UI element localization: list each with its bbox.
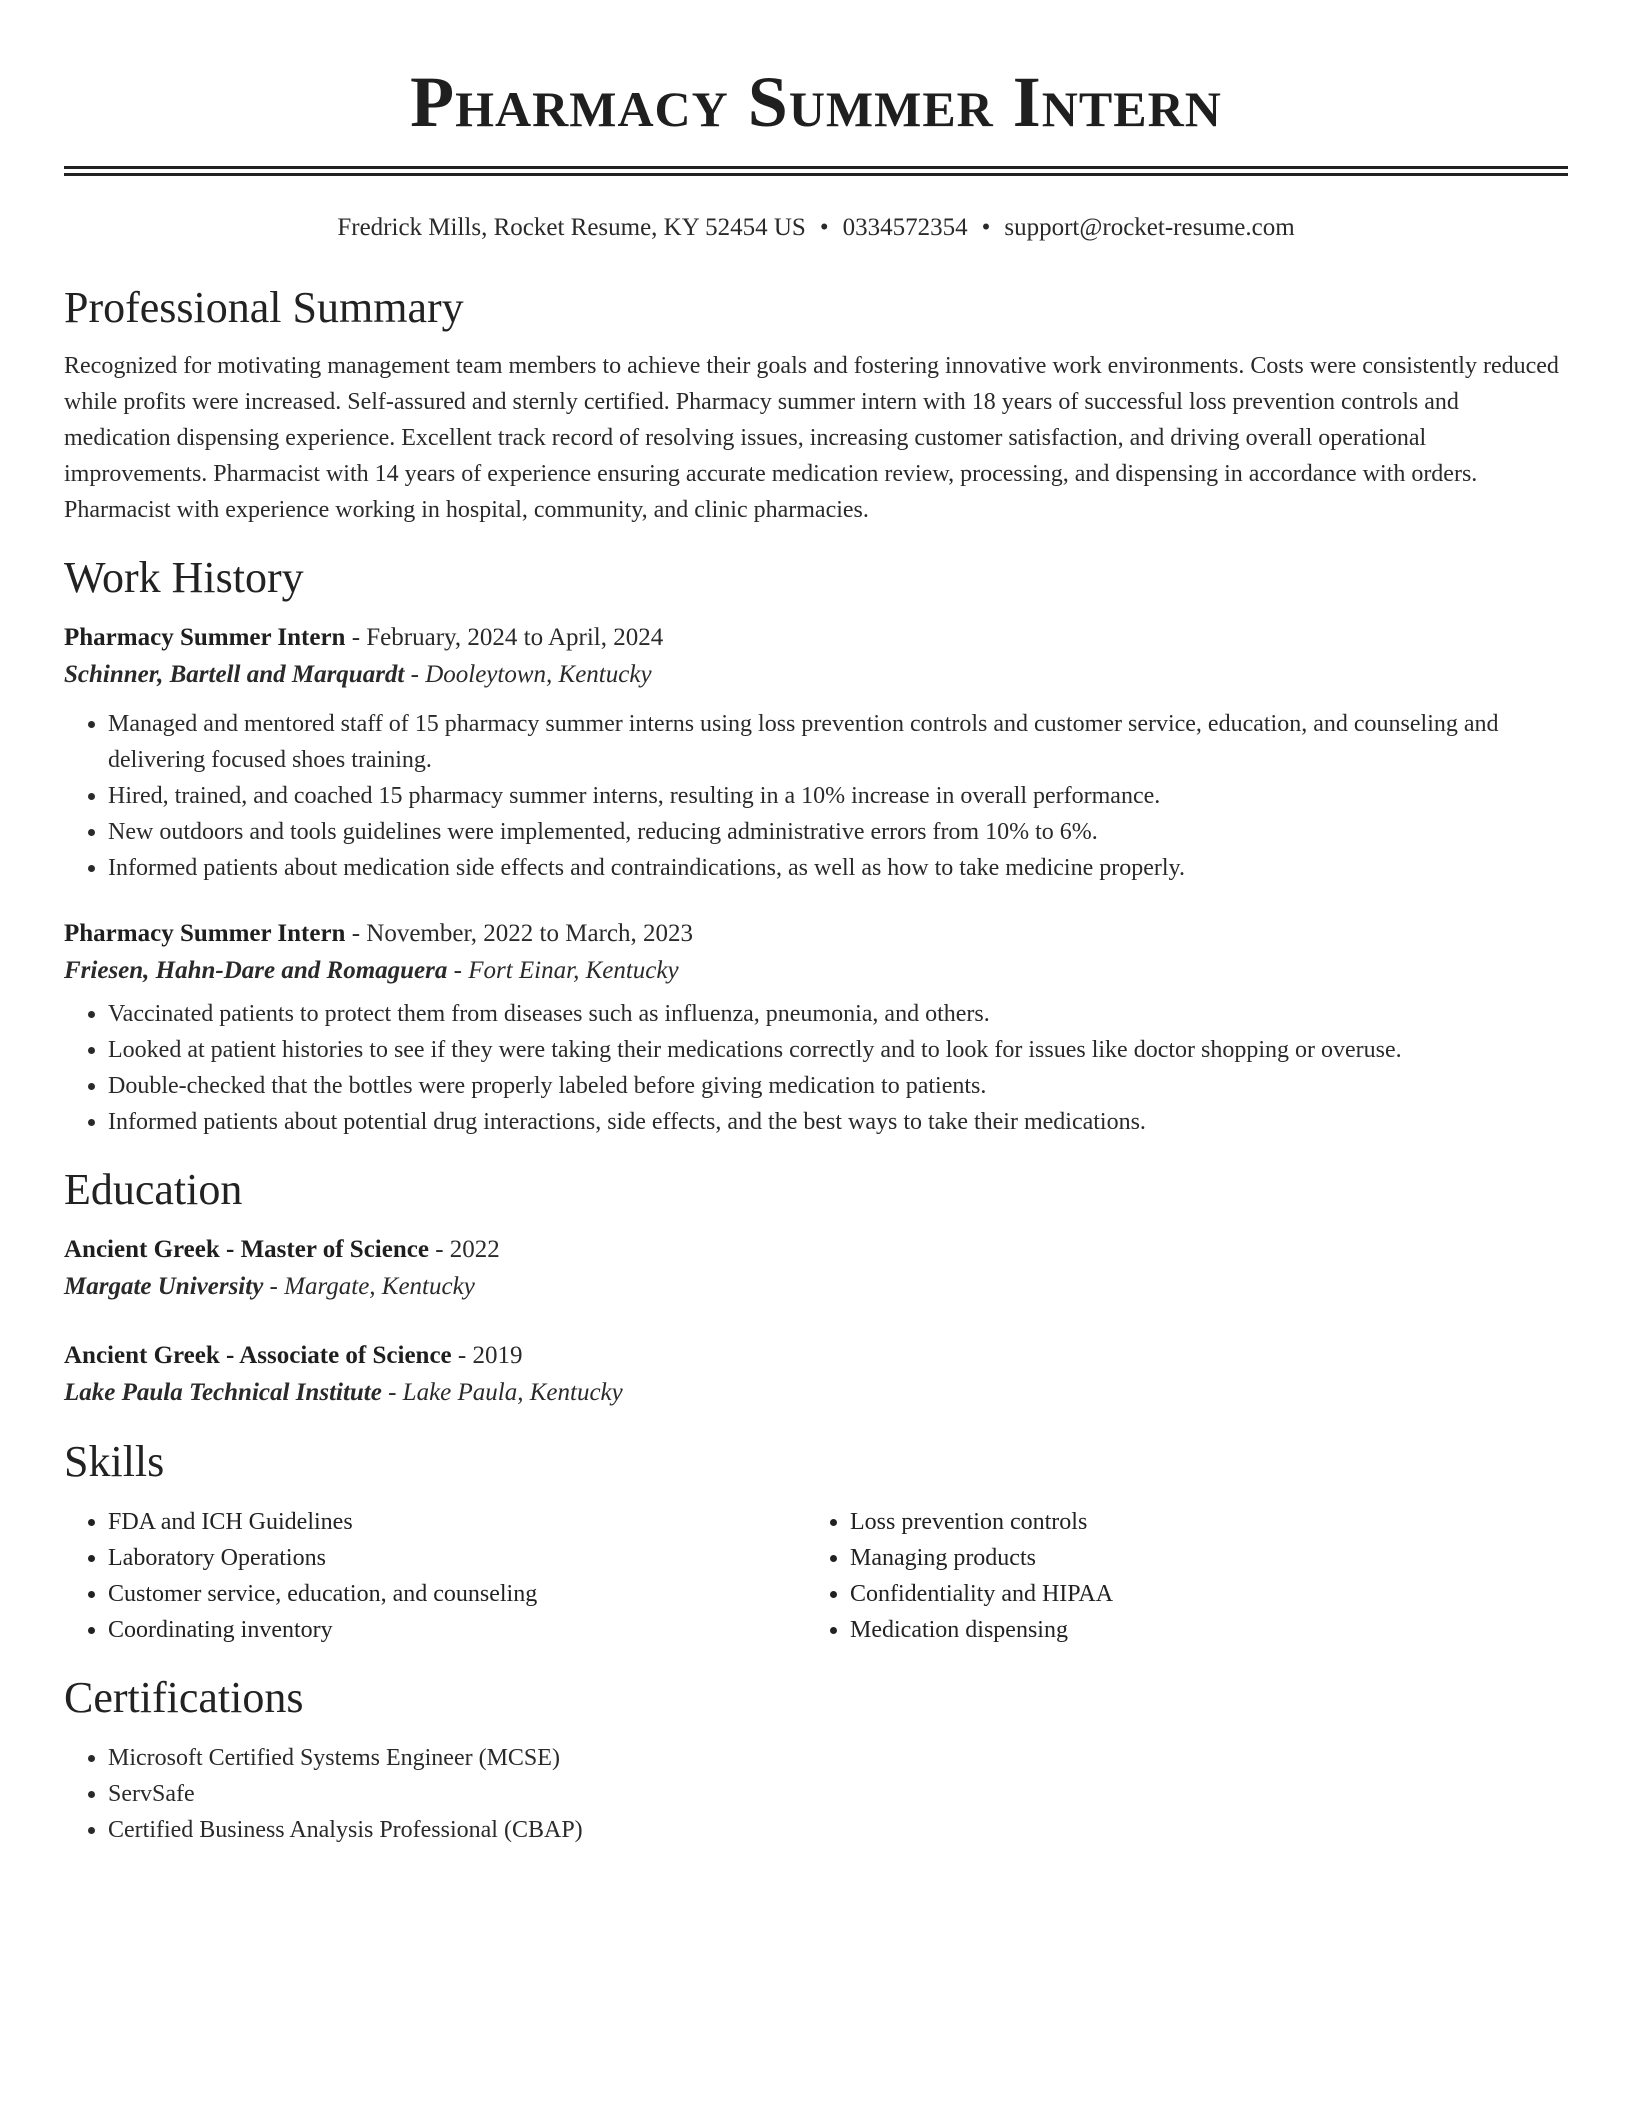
school-name: Lake Paula Technical Institute	[64, 1379, 382, 1406]
degree-name: Ancient Greek - Master of Science	[64, 1236, 429, 1263]
list-item: • Informed patients about potential drug interactions, side effects, and the best ways to take their medications.	[108, 1104, 1568, 1140]
job-duties-list	[64, 706, 1568, 886]
list-item: • Looked at patient histories to see if they were taking their medications correctly and to look for issues like doctor shopping or overuse.	[108, 1032, 1568, 1068]
education-heading: Education	[64, 1165, 243, 1214]
school-line	[64, 1268, 1568, 1306]
certifications-heading: Certifications	[64, 1673, 304, 1722]
certifications-list	[64, 1740, 1568, 1848]
list-item: • Coordinating inventory	[108, 1612, 806, 1648]
list-item: • Certified Business Analysis Professional (CBAP)	[108, 1812, 1568, 1848]
degree-name: Ancient Greek - Associate of Science	[64, 1342, 452, 1369]
degree-year: - 2019	[457, 1342, 523, 1369]
school-location: - Lake Paula, Kentucky	[388, 1379, 623, 1406]
list-item: • FDA and ICH Guidelines	[108, 1504, 806, 1540]
job-duties-list	[64, 996, 1568, 1140]
list-item: • Medication dispensing	[850, 1612, 1548, 1648]
job-entry	[64, 916, 1568, 1140]
list-item: • Laboratory Operations	[108, 1540, 806, 1576]
list-item: • New outdoors and tools guidelines were implemented, reducing administrative errors from 10% to 6%.	[108, 814, 1568, 850]
list-item: • Vaccinated patients to protect them from diseases such as influenza, pneumonia, and others.	[108, 996, 1568, 1032]
employer-location: - Dooleytown, Kentucky	[410, 661, 652, 688]
job-title: Pharmacy Summer Intern	[64, 920, 346, 947]
employer-location: - Fort Einar, Kentucky	[453, 957, 679, 984]
contact-separator: •	[819, 214, 829, 241]
skills-list-left	[64, 1504, 806, 1648]
employer-line	[64, 952, 1568, 990]
resume-title: Pharmacy Summer Intern	[410, 62, 1222, 142]
skills-columns	[64, 1504, 1568, 1648]
degree-line	[64, 1232, 1568, 1268]
skills-list-right	[806, 1504, 1548, 1648]
school-name: Margate University	[64, 1273, 264, 1300]
degree-year: - 2022	[435, 1236, 500, 1263]
contact-phone: 0334572354	[842, 214, 968, 241]
summary-heading: Professional Summary	[64, 283, 464, 332]
list-item: • Customer service, education, and counseling	[108, 1576, 806, 1612]
summary-text: Recognized for motivating management team members to achieve their goals and fostering innovative work environments. Costs were consistently reduced while profits were increased. Self-assured and sternly certified. Pharmacy summer intern with 18 years of successful loss prevention controls and medication dispensing experience. Excellent track record of resolving issues, increasing customer satisfaction, and driving overall operational improvements. Pharmacist with 14 years of experience ensuring accurate medication review, processing, and dispensing in accordance with orders. Pharmacist with experience working in hospital, community, and clinic pharmacies.	[64, 353, 1559, 523]
list-item: • Managing products	[850, 1540, 1548, 1576]
job-title-line	[64, 916, 1568, 952]
degree-line	[64, 1338, 1568, 1374]
employer-line	[64, 656, 1568, 694]
contact-line	[64, 212, 1568, 244]
list-item: • Microsoft Certified Systems Engineer (MCSE)	[108, 1740, 1568, 1776]
school-location: - Margate, Kentucky	[269, 1273, 475, 1300]
list-item: • Managed and mentored staff of 15 pharmacy summer interns using loss prevention controls and customer service, education, and counseling and delivering focused shoes training.	[108, 706, 1568, 778]
job-title-line	[64, 620, 1568, 656]
list-item: • ServSafe	[108, 1776, 1568, 1812]
job-dates: - November, 2022 to March, 2023	[351, 920, 693, 947]
title-divider	[64, 166, 1568, 176]
job-title: Pharmacy Summer Intern	[64, 624, 346, 651]
school-line	[64, 1374, 1568, 1412]
employer-name: Friesen, Hahn-Dare and Romaguera	[64, 957, 448, 984]
contact-separator: •	[981, 214, 991, 241]
contact-address: Fredrick Mills, Rocket Resume, KY 52454 US	[337, 214, 806, 241]
list-item: • Hired, trained, and coached 15 pharmacy summer interns, resulting in a 10% increase in overall performance.	[108, 778, 1568, 814]
education-entry	[64, 1232, 1568, 1306]
list-item: • Informed patients about medication side effects and contraindications, as well as how to take medicine properly.	[108, 850, 1568, 886]
employer-name: Schinner, Bartell and Marquardt	[64, 661, 405, 688]
job-entry	[64, 620, 1568, 886]
list-item: • Loss prevention controls	[850, 1504, 1548, 1540]
job-dates: - February, 2024 to April, 2024	[351, 624, 664, 651]
contact-email: support@rocket-resume.com	[1004, 214, 1295, 241]
skills-heading: Skills	[64, 1437, 165, 1486]
work-history-heading: Work History	[64, 553, 304, 602]
education-entry	[64, 1338, 1568, 1412]
list-item: • Double-checked that the bottles were properly labeled before giving medication to patients.	[108, 1068, 1568, 1104]
list-item: • Confidentiality and HIPAA	[850, 1576, 1548, 1612]
